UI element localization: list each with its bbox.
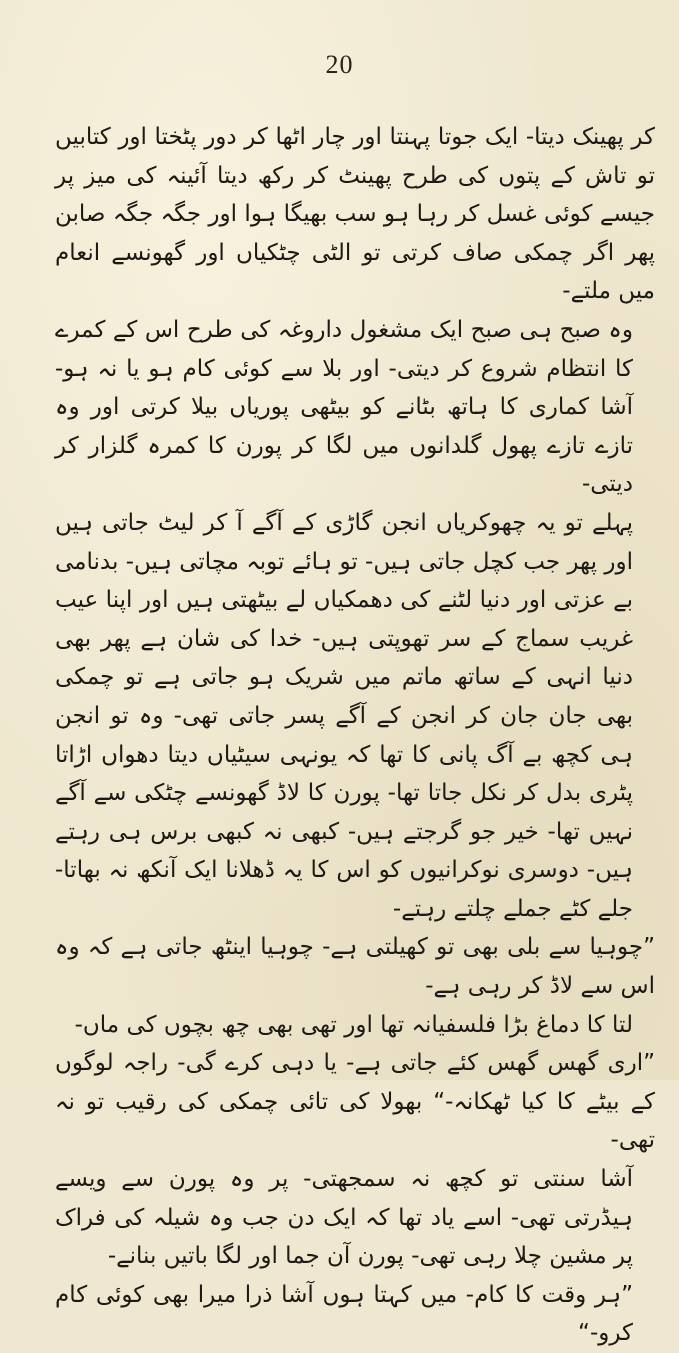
page-body-text bbox=[55, 118, 655, 1353]
page-number: 20 bbox=[325, 50, 354, 79]
paragraph-7: آشا سنتی تو کچھ نہ سمجھتی- پر وہ پورن سے ویسے ہیڈرتی تھی- اسے یاد تھا کہ ایک دن جب وہ شیلہ کی فراک پر مشین چلا رہی تھی- پورن آن جما اور لگا باتیں بنانے- bbox=[55, 1166, 633, 1270]
paragraph-2: وہ صبح ہی صبح ایک مشغول داروغہ کی طرح اس کے کمرے کا انتظام شروع کر دیتی- اور بلا سے کوئی کام ہو یا نہ ہو- آشا کماری کا ہاتھ بٹانے کو بیٹھی پوریاں بیلا کرتی اور وہ تازے تازے پھول گلدانوں میں لگا کر پورن کا کمرہ گلزار کر دیتی- bbox=[55, 316, 633, 498]
paragraph-3: پہلے تو یہ چھوکریاں انجن گاڑی کے آگے آ کر لیٹ جاتی ہیں اور پھر جب کچل جاتی ہیں- تو ہائے توبہ مچاتی ہیں- بدنامی بے عزتی اور دنیا لٹنے کی دھمکیاں لے بیٹھتی ہیں اور اپنا عیب غریب سماج کے سر تھوپتی ہیں- خدا کی شان ہے پھر بھی دنیا انہی کے ساتھ ماتم میں شریک ہو جاتی ہے تو چمکی بھی جان جان کر انجن کے آگے پسر جاتی تھی- وہ تو انجن ہی کچھ بے آگ پانی کا تھا کہ یونہی سیٹیاں دیتا دھواں اڑاتا پٹری بدل کر نکل جاتا تھا- پورن کا لاڈ گھونسے چٹکی سے آگے نہیں تھا- خیر جو گرجتے ہیں- کبھی نہ کبھی برس ہی رہتے ہیں- دوسری نوکرانیوں کو اس کا یہ ڈھلانا ایک آنکھ نہ بھاتا- جلے کٹے جملے چلتے رہتے- bbox=[55, 509, 633, 922]
paragraph-6: ”اری گھس گھس کئے جاتی ہے- یا دہی کرے گی- راجہ لوگوں کے بیٹے کا کیا ٹھکانہ-“ بھولا کی تائی چمکی کی رقیب تو نہ تھی- bbox=[55, 1050, 655, 1154]
paragraph-5: لتا کا دماغ بڑا فلسفیانہ تھا اور تھی بھی چھ بچوں کی ماں- bbox=[74, 1011, 633, 1038]
paragraph-4: ”چوہیا سے بلی بھی تو کھیلتی ہے- چوہیا اینٹھ جاتی ہے کہ وہ اس سے لاڈ کر رہی ہے- bbox=[55, 934, 655, 1000]
paragraph-8: ”ہر وقت کا کام- میں کہتا ہوں آشا ذرا میرا بھی کوئی کام کرو-“ bbox=[55, 1281, 633, 1347]
paragraph-1: کر پھینک دیتا- ایک جوتا پہنتا اور چار اٹھا کر دور پٹختا اور کتابیں تو تاش کے پتوں کی طرح پھینٹ کر رکھ دیتا آئینہ کی میز پر جیسے کوئی غسل کر رہا ہو سب بھیگا ہوا اور جگہ جگہ صابن پھر اگر چمکی صاف کرتی تو الٹی چٹکیاں اور گھونسے انعام میں ملتے- bbox=[55, 124, 655, 305]
